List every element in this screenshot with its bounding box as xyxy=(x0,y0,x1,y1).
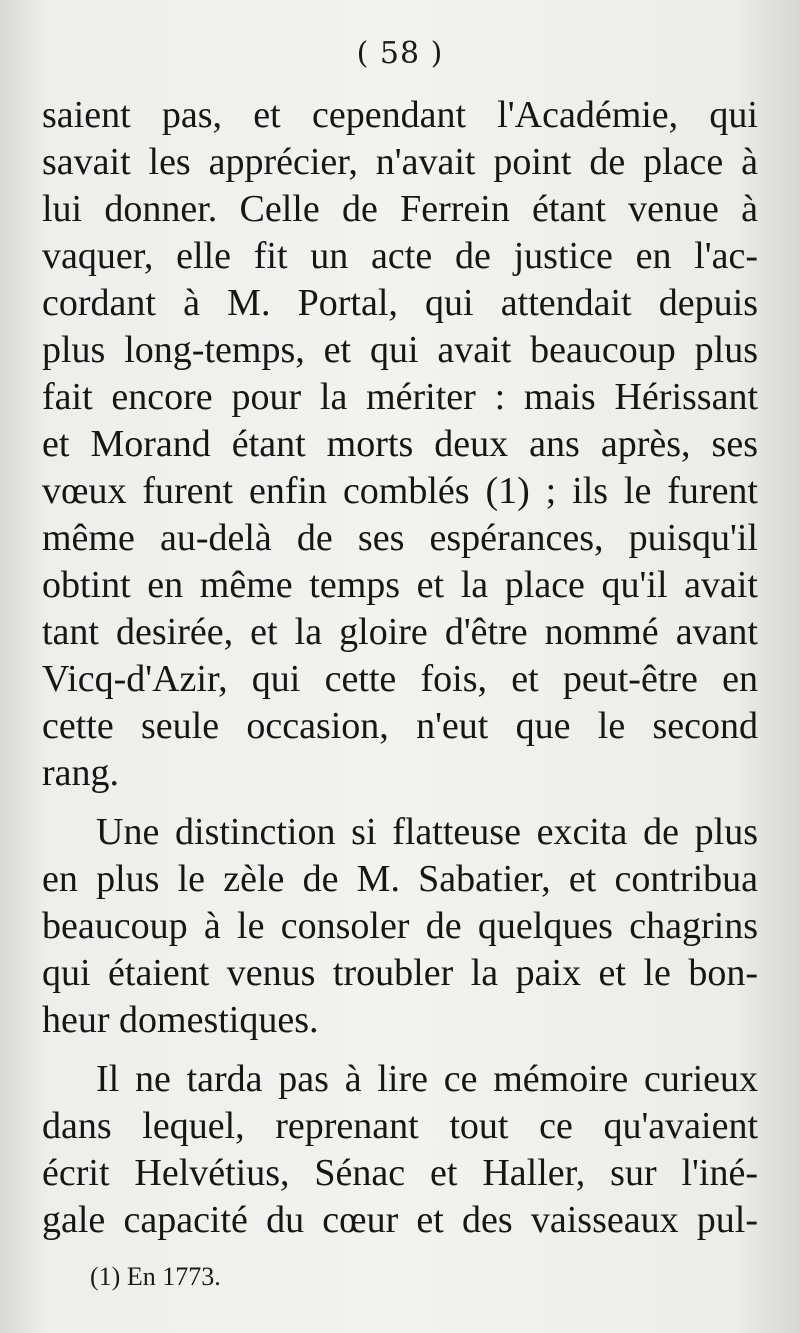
paragraph xyxy=(42,92,758,797)
text-line: écrit Helvétius, Sénac et Haller, sur l'iné- xyxy=(42,1152,758,1194)
text-line: Il ne tarda pas à lire ce mémoire curieux xyxy=(96,1058,758,1100)
text-line: tant desirée, et la gloire d'être nommé avant xyxy=(42,611,758,653)
paragraph xyxy=(42,809,758,1044)
text-line: plus long-temps, et qui avait beaucoup plus xyxy=(42,329,758,371)
text-line: dans lequel, reprenant tout ce qu'avaient xyxy=(42,1105,758,1147)
text-line: cette seule occasion, n'eut que le second xyxy=(42,705,758,747)
text-line: et Morand étant morts deux ans après, ses xyxy=(42,423,758,465)
text-line: même au-delà de ses espérances, puisqu'il xyxy=(42,517,758,559)
text-line: gale capacité du cœur et des vaisseaux pul- xyxy=(42,1199,758,1241)
paragraph-gap xyxy=(42,1044,758,1056)
text-line: Vicq-d'Azir, qui cette fois, et peut-être en xyxy=(42,658,758,700)
body-text xyxy=(42,92,758,1244)
paragraph xyxy=(42,1056,758,1244)
page-number: ( 58 ) xyxy=(356,36,444,71)
text-line: lui donner. Celle de Ferrein étant venue à xyxy=(42,188,758,230)
footnote: (1) En 1773. xyxy=(90,1262,221,1291)
text-line: obtint en même temps et la place qu'il avait xyxy=(42,564,758,606)
text-line: qui étaient venus troubler la paix et le bon- xyxy=(42,952,758,994)
text-line: fait encore pour la mériter : mais Hérissant xyxy=(42,376,758,418)
text-line: rang. xyxy=(42,752,120,794)
text-line: vaquer, elle fit un acte de justice en l'ac- xyxy=(42,235,758,277)
text-line: cordant à M. Portal, qui attendait depuis xyxy=(42,282,758,324)
text-line: heur domestiques. xyxy=(42,999,319,1041)
text-line: vœux furent enfin comblés (1) ; ils le furent xyxy=(42,470,758,512)
text-line: saient pas, et cependant l'Académie, qui xyxy=(42,94,758,136)
text-line: beaucoup à le consoler de quelques chagrins xyxy=(42,905,758,947)
text-line: en plus le zèle de M. Sabatier, et contribua xyxy=(42,858,758,900)
text-line: Une distinction si flatteuse excita de plus xyxy=(96,811,758,853)
paragraph-gap xyxy=(42,797,758,809)
text-line: savait les apprécier, n'avait point de place à xyxy=(42,141,758,183)
